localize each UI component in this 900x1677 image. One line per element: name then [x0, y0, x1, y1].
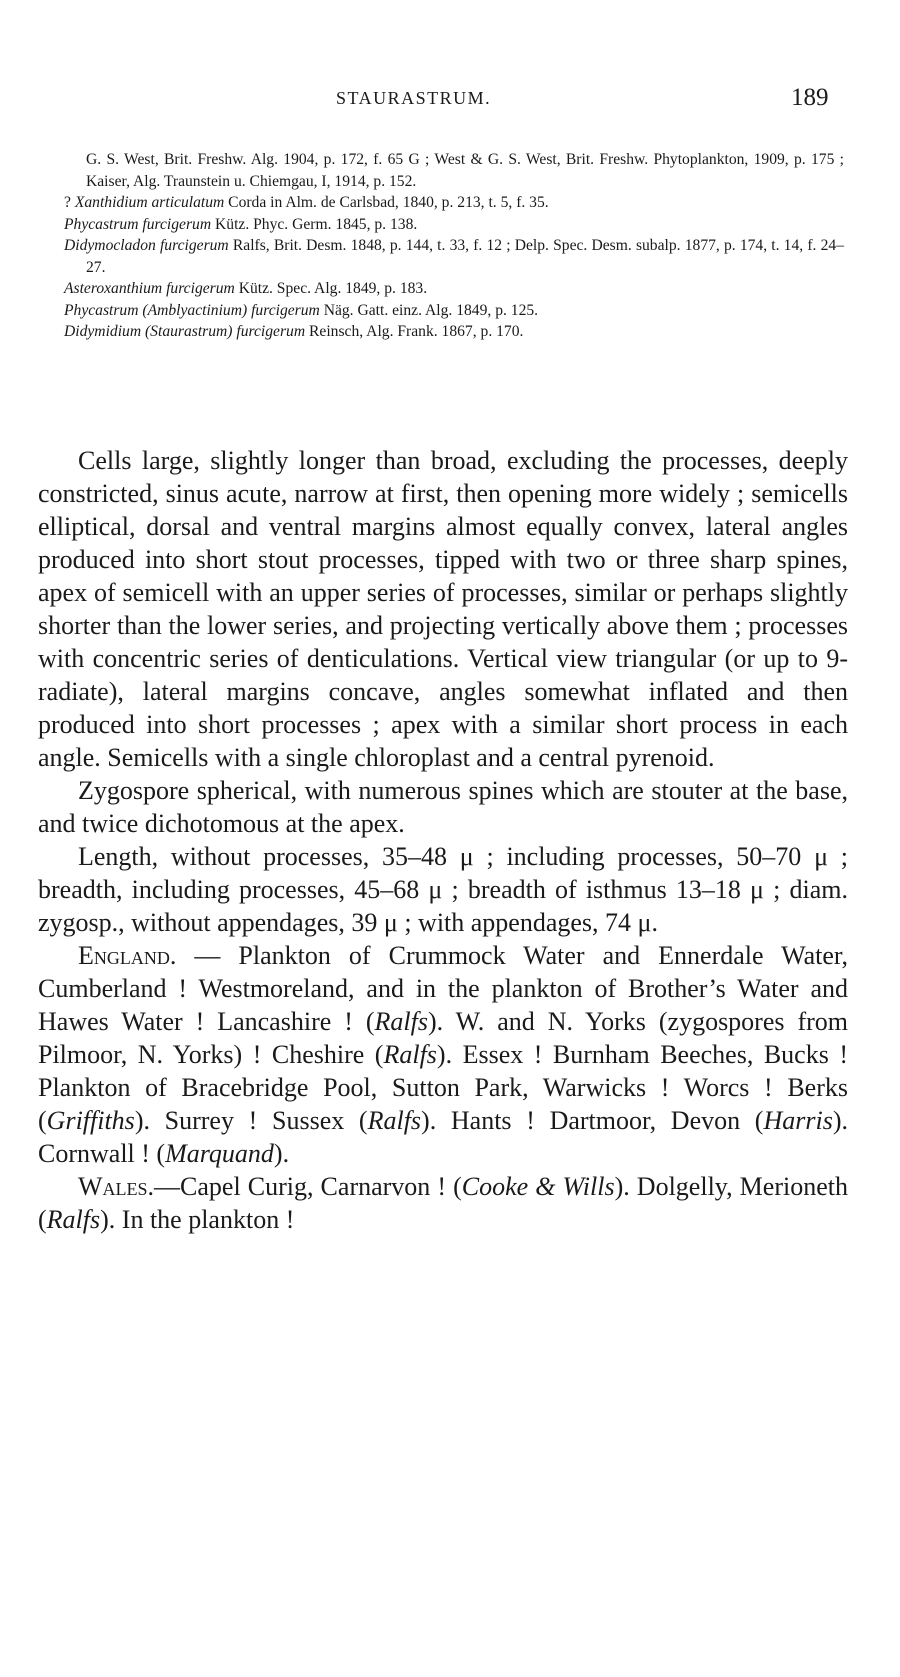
text-run: ).: [273, 1139, 290, 1168]
synonymy-entry: [64, 214, 844, 236]
italic-text: Ralfs: [367, 1106, 422, 1135]
text-run: Näg. Gatt. einz. Alg. 1849, p. 125.: [319, 301, 539, 319]
region-heading: Wales.: [78, 1172, 155, 1201]
text-run: ). Cornwall ! (: [38, 1106, 848, 1168]
italic-text: Xanthidium articulatum: [74, 194, 225, 211]
text-run: ). W. and N. Yorks (zygospores from Pilmoor, N. Yorks) ! Cheshire (: [38, 1007, 848, 1069]
description-paragraph: [38, 444, 848, 774]
text-run: ). Essex ! Burnham Beeches, Bucks ! Plankton of Bracebridge Pool, Sutton Park, Warwicks ! Worcs ! Berks (: [38, 1040, 848, 1135]
synonymy-list: [64, 149, 844, 343]
synonymy-entry: [64, 149, 844, 192]
italic-text: Didymidium (Staurastrum) furcigerum: [64, 323, 306, 340]
page-number: 189: [791, 84, 829, 111]
italic-text: Phycastrum furcigerum: [64, 215, 212, 233]
italic-text: Ralfs: [374, 1007, 428, 1036]
description-paragraph: [38, 774, 848, 840]
region-heading: England.: [78, 941, 177, 970]
running-head-title: STAURASTRUM.: [336, 88, 492, 108]
text-run: ?: [64, 194, 75, 211]
text-run: ). Surrey ! Sussex (: [134, 1106, 368, 1135]
text-run: ). Dolgelly, Merioneth (: [38, 1172, 848, 1234]
italic-text: Marquand: [165, 1139, 274, 1168]
italic-text: Didymocladon furcigerum: [64, 237, 229, 254]
text-run: ). Hants ! Dartmoor, Devon (: [421, 1106, 764, 1135]
italic-text: Harris: [763, 1106, 833, 1135]
description-paragraph: [38, 1170, 848, 1236]
text-run: —Capel Curig, Carnarvon ! (: [154, 1172, 462, 1201]
italic-text: Griffiths: [46, 1106, 135, 1135]
italic-text: Ralfs: [46, 1205, 101, 1234]
text-run: ). In the plankton !: [100, 1205, 295, 1234]
text-run: — Plankton of Crummock Water and Ennerdale Water, Cumberland ! Westmoreland, and in the plankton of Brother’s Water and Hawes Water ! Lancashire ! (: [38, 941, 848, 1036]
synonymy-entry: [64, 321, 844, 343]
italic-text: Ralfs: [383, 1040, 437, 1069]
italic-text: Asteroxanthium furcigerum: [64, 280, 235, 297]
text-run: Ralfs, Brit. Desm. 1848, p. 144, t. 33, f. 12 ; Delp. Spec. Desm. subalp. 1877, p. 174, t. 14, f. 24–27.: [86, 237, 844, 276]
text-run: Cells large, slightly longer than broad, excluding the processes, deeply constricted, sinus acute, narrow at first, then opening more widely ; semicells elliptical, dorsal and ventral margins almost equally convex, lateral angles produced into short stout processes, tipped with two or three sharp spines, apex of semicell with an upper series of processes, similar or perhaps slightly shorter than the lower series, and projecting vertically above them ; processes with concentric series of denticulations. Vertical view triangular (or up to 9-radiate), lateral margins concave, angles somewhat inflated and then produced into short processes ; apex with a similar short process in each angle. Semicells with a single chloroplast and a central pyrenoid.: [38, 446, 848, 772]
synonymy-entry: [64, 300, 844, 322]
description-paragraph: [38, 939, 848, 1170]
italic-text: Cooke & Wills: [461, 1172, 615, 1201]
synonymy-entry: [64, 235, 844, 278]
text-run: Reinsch, Alg. Frank. 1867, p. 170.: [305, 323, 524, 340]
text-run: Kütz. Spec. Alg. 1849, p. 183.: [234, 280, 428, 297]
text-run: Length, without processes, 35–48 μ ; including processes, 50–70 μ ; breadth, including processes, 45–68 μ ; breadth of isthmus 13–18 μ ; diam. zygosp., without appendages, 39 μ ; with appendages, 74 μ.: [38, 842, 848, 937]
text-run: Zygospore spherical, with numerous spines which are stouter at the base, and twice dichotomous at the apex.: [38, 776, 848, 838]
italic-text: Phycastrum (Amblyactinium) furcigerum: [64, 301, 320, 319]
text-run: Corda in Alm. de Carlsbad, 1840, p. 213, t. 5, f. 35.: [224, 194, 549, 211]
text-run: G. S. West, Brit. Freshw. Alg. 1904, p. 172, f. 65 G ; West & G. S. West, Brit. Freshw. Phytoplankton, 1909, p. 175 ; Kaiser, Alg. Traunstein u. Chiemgau, I, 1914, p. 152.: [86, 151, 844, 190]
synonymy-entry: [64, 278, 844, 300]
text-run: Kütz. Phyc. Germ. 1845, p. 138.: [211, 215, 418, 233]
synonymy-entry: [64, 192, 844, 214]
species-description: [38, 444, 848, 1236]
description-paragraph: [38, 840, 848, 939]
running-head: [0, 84, 900, 116]
